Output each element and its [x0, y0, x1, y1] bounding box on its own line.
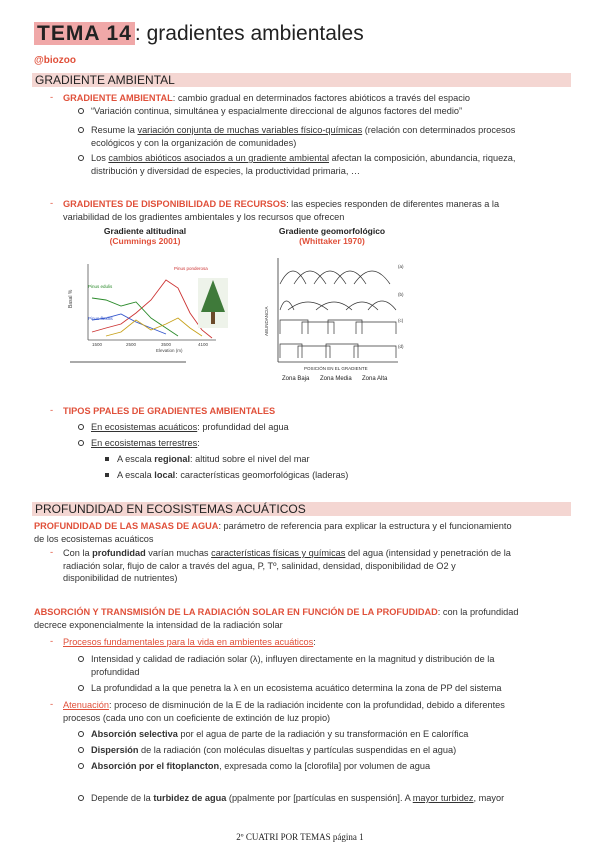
proceso-2: La profundidad a la que penetra la λ en un ecosistema acuático determina la zona de PP del sistema	[91, 683, 502, 693]
page-footer: 2º CUATRI POR TEMAS página 1	[236, 832, 364, 842]
svg-text:4100: 4100	[198, 342, 209, 347]
svg-text:Pinus edulis: Pinus edulis	[88, 284, 113, 289]
escala-regional: A escala regional: altitud sobre el nivel del mar	[117, 454, 310, 464]
item-tipos: TIPOS PPALES DE GRADIENTES AMBIENTALES	[63, 406, 276, 416]
square-bullet	[105, 457, 109, 461]
svg-text:Zona Media: Zona Media	[320, 376, 352, 382]
atenuacion-2: Dispersión de la radiación (con moléculas disueltas y partículas suspendidas en el agua)	[91, 745, 457, 755]
procesos-label: Procesos fundamentales para la vida en ambientes acuáticos:	[63, 637, 316, 647]
square-bullet	[105, 473, 109, 477]
svg-text:(b): (b)	[398, 292, 404, 297]
circle-bullet	[78, 108, 84, 114]
escala-local: A escala local: características geomorfológicas (laderas)	[117, 470, 349, 480]
atenuacion: Atenuación: proceso de disminución de la E de la radiación incidente con la profundidad, debido a diferentes procesos (cada uno con un coeficiente de extinción de luz propio)	[63, 700, 505, 723]
sub-variacion: “Variación continua, simultánea y espacialmente direccional de algunos factores del medio”	[91, 106, 463, 116]
sub-cambios: Los cambios abióticos asociados a un gradiente ambiental afectan la composición, abundancia, riqueza, distribución y diversidad de especies, la productividad primaria, …	[91, 153, 516, 176]
dash-bullet: -	[50, 699, 54, 710]
svg-text:Pinus flexilis: Pinus flexilis	[88, 316, 113, 321]
circle-bullet	[78, 685, 84, 691]
svg-text:(a): (a)	[398, 264, 404, 269]
tree-image	[198, 278, 228, 328]
page-title	[34, 22, 364, 46]
text-gradiente: : cambio gradual en determinados factores abióticos a través del espacio	[172, 93, 470, 103]
left-xlabel: Elevation (m)	[156, 348, 183, 353]
svg-text:(d): (d)	[398, 344, 404, 349]
tipo-acuaticos: En ecosistemas acuáticos: profundidad del agua	[91, 422, 289, 432]
circle-bullet	[78, 440, 84, 446]
svg-text:1500: 1500	[92, 342, 103, 347]
circle-bullet	[78, 763, 84, 769]
atenuacion-3: Absorción por el fitoplancton, expresada como la [clorofila] por volumen de agua	[91, 761, 431, 771]
item-gradiente-ambiental	[63, 92, 470, 105]
circle-bullet	[78, 424, 84, 430]
atenuacion-1: Absorción selectiva por el agua de parte de la radiación y su transformación en E calorífica	[91, 729, 469, 739]
p-con-la-profundidad: Con la profundidad varían muchas características físicas y químicas del agua (intensidad y penetración de la radiación solar, flujo de calor a través del agua, P, Tº, salinidad, densidad, disponibilidad de O2 y disponibilidad de nutrientes)	[63, 548, 511, 584]
svg-text:Pinus ponderosa: Pinus ponderosa	[174, 266, 208, 271]
dash-bullet: -	[50, 92, 54, 103]
circle-bullet	[78, 127, 84, 133]
dash-bullet: -	[50, 405, 54, 416]
left-ylabel: Basal %	[68, 289, 74, 308]
figure-right-title: Gradiente geomorfológico (Whittaker 1970)	[278, 226, 386, 246]
sub-resume: Resume la variación conjunta de muchas variables físico-químicas (relación con determinados procesos ecológicos y con la organización de comunidades)	[91, 125, 516, 148]
circle-bullet	[78, 795, 84, 801]
tipo-terrestres: En ecosistemas terrestres:	[91, 438, 200, 448]
svg-text:POSICIÓN EN EL GRADIENTE: POSICIÓN EN EL GRADIENTE	[304, 366, 368, 371]
section-heading-gradiente: GRADIENTE AMBIENTAL	[32, 73, 571, 87]
svg-text:Zona Baja: Zona Baja	[282, 376, 310, 382]
item-disponibilidad: GRADIENTES DE DISPONIBILIDAD DE RECURSOS: las especies responden de diferentes maneras a la variabilidad de los gradientes ambientales y los recursos que ofrecen	[63, 199, 500, 222]
dash-bullet: -	[50, 636, 54, 647]
dash-bullet: -	[50, 198, 54, 209]
circle-bullet	[78, 656, 84, 662]
circle-bullet	[78, 747, 84, 753]
svg-text:(c): (c)	[398, 318, 404, 323]
label-gradiente: GRADIENTE AMBIENTAL	[63, 93, 173, 103]
section-heading-profundidad: PROFUNDIDAD EN ECOSISTEMAS ACUÁTICOS	[32, 502, 571, 516]
p-absorcion: ABSORCIÓN Y TRANSMISIÓN DE LA RADIACIÓN SOLAR EN FUNCIÓN DE LA PROFUDIDAD: con la profundidad decrece exponencialmente la intensidad de la radiación solar	[34, 607, 519, 630]
svg-text:Zona Alta: Zona Alta	[362, 376, 388, 382]
dash-bullet: -	[50, 547, 54, 558]
geomorphologic-chart	[258, 254, 418, 388]
p-profundidad-masas: PROFUNDIDAD DE LAS MASAS DE AGUA: parámetro de referencia para explicar la estructura y el funcionamiento de los ecosistemas acuáticos	[34, 521, 512, 544]
title-tema: TEMA 14	[34, 22, 135, 45]
svg-text:3500: 3500	[161, 342, 172, 347]
proceso-1: Intensidad y calidad de radiación solar (λ), influyen directamente en la magnitud y distribución de la profundidad	[91, 654, 495, 677]
circle-bullet	[78, 155, 84, 161]
svg-text:2500: 2500	[126, 342, 137, 347]
turbidez: Depende de la turbidez de agua (ppalmente por [partículas en suspensión]. A mayor turbidez, mayor	[91, 793, 505, 803]
brand-handle: @biozoo	[34, 55, 76, 66]
svg-text:ABUNDANCIA: ABUNDANCIA	[264, 306, 269, 336]
circle-bullet	[78, 731, 84, 737]
figure-left-title: Gradiente altitudinal (Cummings 2001)	[103, 226, 187, 246]
title-rest: : gradientes ambientales	[134, 22, 364, 45]
